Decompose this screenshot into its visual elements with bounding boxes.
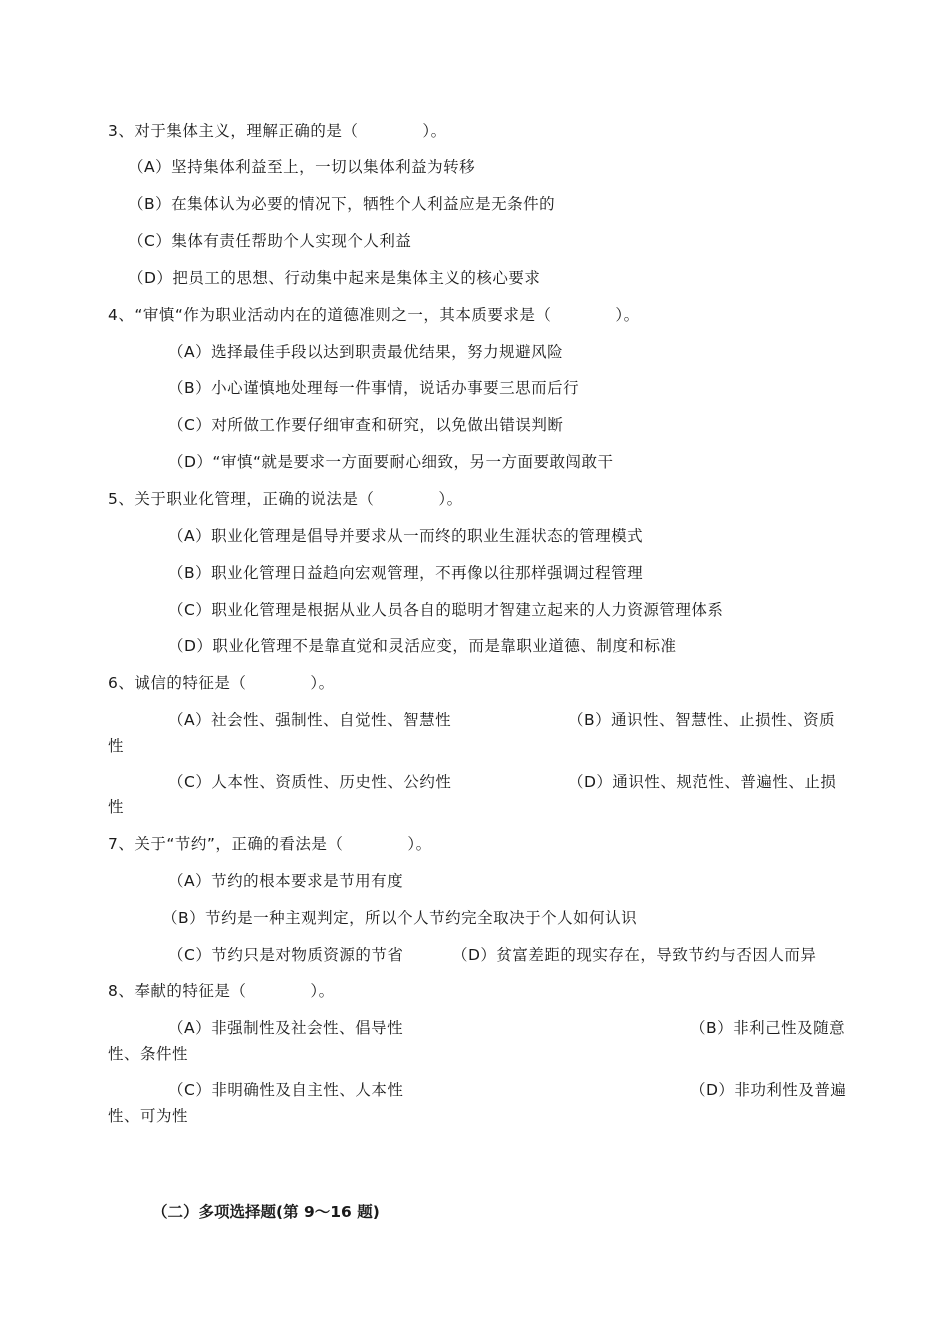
question-5-option-a: （A）职业化管理是倡导并要求从一而终的职业生涯状态的管理模式 (168, 527, 644, 545)
question-8-option-b-wrap: 性、条件性 (108, 1045, 189, 1063)
question-5-option-c: （C）职业化管理是根据从业人员各自的聪明才智建立起来的人力资源管理体系 (168, 601, 724, 619)
question-4-option-c: （C）对所做工作要仔细审查和研究，以免做出错误判断 (168, 416, 564, 434)
question-4-stem: 4、“审慎“作为职业活动内在的道德准则之一，其本质要求是（ ）。 (108, 306, 640, 324)
question-7-option-b: （B）节约是一种主观判定，所以个人节约完全取决于个人如何认识 (162, 909, 638, 927)
question-8-option-d: （D）非功利性及普遍 (690, 1081, 847, 1099)
question-6-option-b: （B）通识性、智慧性、止损性、资质 (568, 711, 836, 729)
question-6-option-d: （D）通识性、规范性、普遍性、止损 (568, 773, 837, 791)
question-5-option-d: （D）职业化管理不是靠直觉和灵活应变，而是靠职业道德、制度和标准 (168, 637, 677, 655)
question-7-stem: 7、关于“节约”，正确的看法是（ ）。 (108, 835, 432, 853)
question-3-option-b: （B）在集体认为必要的情况下，牺牲个人利益应是无条件的 (128, 195, 556, 213)
question-8-stem: 8、奉献的特征是（ ）。 (108, 982, 335, 1000)
question-6-option-c: （C）人本性、资质性、历史性、公约性 (168, 773, 452, 791)
question-3-option-c: （C）集体有责任帮助个人实现个人利益 (128, 232, 412, 250)
question-3-stem: 3、对于集体主义，理解正确的是（ ）。 (108, 122, 447, 140)
question-3-option-a: （A）坚持集体利益至上，一切以集体利益为转移 (128, 158, 476, 176)
question-6-option-b-wrap: 性 (108, 737, 125, 755)
question-8-option-d-wrap: 性、可为性 (108, 1107, 189, 1125)
question-4-option-a: （A）选择最佳手段以达到职责最优结果，努力规避风险 (168, 343, 564, 361)
question-8-option-c: （C）非明确性及自主性、人本性 (168, 1081, 404, 1099)
question-7-option-d: （D）贫富差距的现实存在，导致节约与否因人而异 (452, 946, 817, 964)
question-3-option-d: （D）把员工的思想、行动集中起来是集体主义的核心要求 (128, 269, 541, 287)
question-4-option-b: （B）小心谨慎地处理每一件事情，说话办事要三思而后行 (168, 379, 580, 397)
question-7-option-a: （A）节约的根本要求是节用有度 (168, 872, 404, 890)
question-8-option-b: （B）非利己性及随意 (690, 1019, 846, 1037)
question-5-stem: 5、关于职业化管理，正确的说法是（ ）。 (108, 490, 463, 508)
question-6-stem: 6、诚信的特征是（ ）。 (108, 674, 335, 692)
question-7-option-c: （C）节约只是对物质资源的节省 (168, 946, 404, 964)
question-5-option-b: （B）职业化管理日益趋向宏观管理，不再像以往那样强调过程管理 (168, 564, 644, 582)
section-title: （二）多项选择题(第 9～16 题) (152, 1203, 380, 1221)
question-6-option-d-wrap: 性 (108, 798, 125, 816)
question-6-option-a: （A）社会性、强制性、自觉性、智慧性 (168, 711, 452, 729)
question-4-option-d: （D）“审慎“就是要求一方面要耐心细致，另一方面要敢闯敢干 (168, 453, 614, 471)
question-8-option-a: （A）非强制性及社会性、倡导性 (168, 1019, 404, 1037)
